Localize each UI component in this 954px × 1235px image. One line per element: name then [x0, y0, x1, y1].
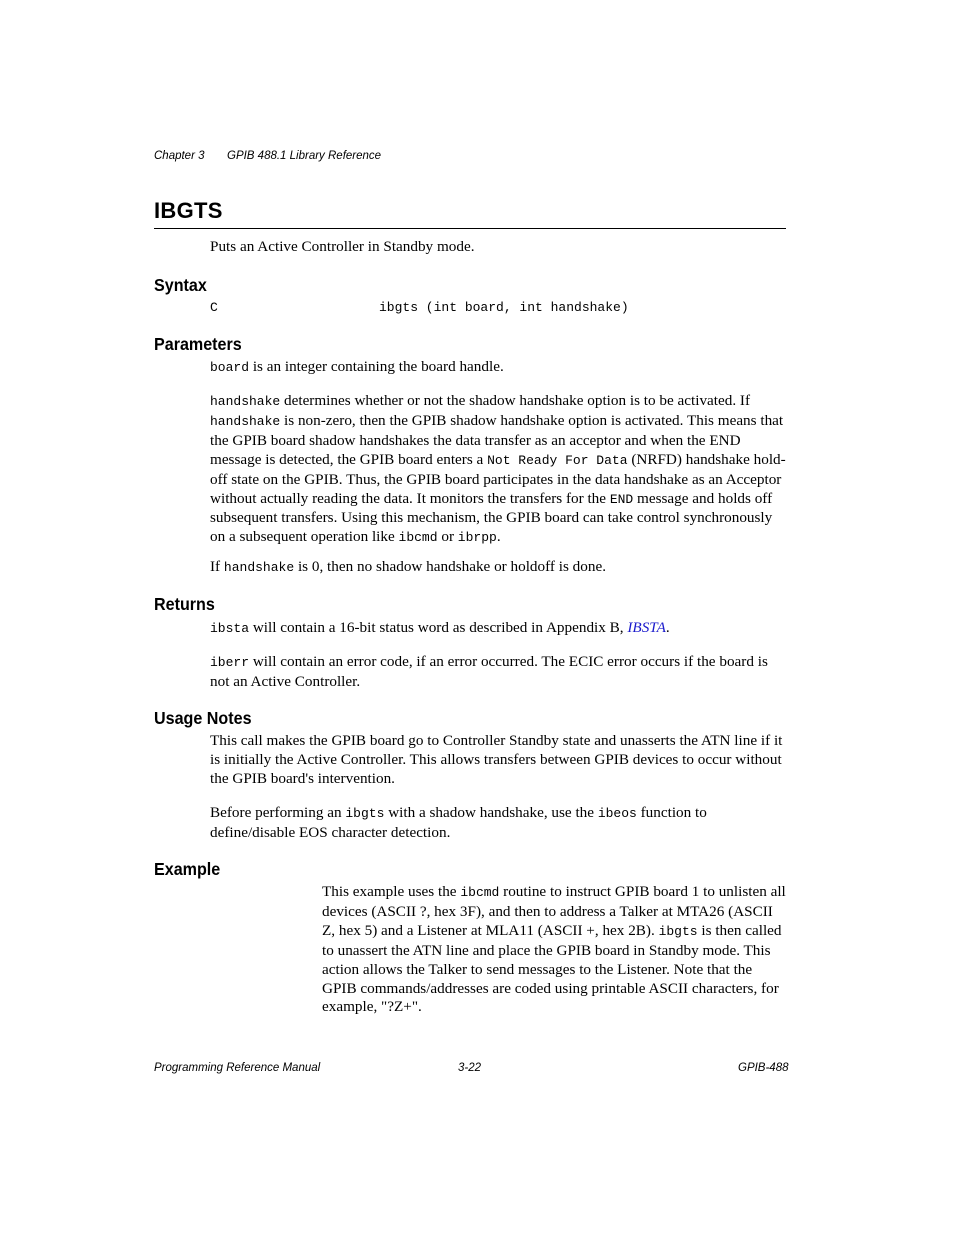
code-nrfd: Not Ready For Data	[487, 452, 628, 468]
syntax-heading: Syntax	[154, 275, 207, 295]
running-header-section: GPIB 488.1 Library Reference	[227, 150, 382, 162]
footer-page-number: 3-22	[458, 1062, 482, 1074]
code-ibcmd: ibcmd	[460, 885, 500, 900]
parameters-heading: Parameters	[154, 334, 242, 354]
code-ibgts: ibgts	[658, 923, 698, 939]
example-paragraph: This example uses the ibcmd routine to instruct GPIB board 1 to unlisten all devices (ASCII ?, hex 3F), and then to address a Talker at MTA26 (ASCII Z, hex 5) and a Listener at MLA11 (ASCII +, hex 2B). ibgts is then called to unassert the ATN line and place the GPIB board in Standby mode. This action allows the Talker to send messages to the Listener. Note that the GPIB commands/addresses are coded using printable ASCII characters, for example, "?Z+".	[322, 883, 786, 1016]
syntax-prototype: ibgts (int board, int handshake)	[379, 300, 629, 315]
example-heading: Example	[154, 859, 221, 879]
returns-ibsta-paragraph: ibsta will contain a 16-bit status word as described in Appendix B, IBSTA.	[210, 619, 670, 636]
code-end: END	[609, 491, 634, 507]
code-iberr: iberr	[210, 655, 250, 670]
code-handshake: handshake	[223, 560, 295, 575]
title-rule	[154, 228, 786, 229]
param-zero-paragraph: If handshake is 0, then no shadow handshake or holdoff is done.	[210, 558, 607, 575]
returns-iberr-paragraph: iberr will contain an error code, if an error occurred. The ECIC error occurs if the board is not an Active Controller.	[210, 653, 768, 690]
running-header-chapter: Chapter 3	[154, 150, 205, 162]
footer-manual-title: Programming Reference Manual	[154, 1062, 321, 1074]
code-ibgts: ibgts	[345, 806, 385, 821]
returns-heading: Returns	[154, 594, 215, 614]
syntax-lang: C	[210, 300, 218, 315]
param-handshake-paragraph: handshake determines whether or not the shadow handshake option is to be activated. If handshake is non-zero, then the GPIB shadow handshake option is activated. This means that the GPIB board shadow handshakes the data transfer as an acceptor and when the END message is detected, the GPIB board enters a Not Ready For Data (NRFD) handshake hold-off state on the GPIB. Thus, the GPIB board participates in the data handshake as an Acceptor without actually reading the data. It monitors the transfers for the END message and holds off subsequent transfers. Using this mechanism, the GPIB board can take control synchronously on a subsequent operation like ibcmd or ibrpp.	[210, 392, 786, 546]
page-title: IBGTS	[154, 198, 223, 223]
code-ibeos: ibeos	[597, 806, 637, 821]
param-board-paragraph: board is an integer containing the board handle.	[210, 358, 504, 375]
code-ibcmd: ibcmd	[398, 530, 438, 546]
usage-paragraph-2: Before performing an ibgts with a shadow handshake, use the ibeos function to define/disable EOS character detection.	[210, 804, 707, 841]
summary: Puts an Active Controller in Standby mode.	[210, 238, 475, 255]
code-board: board	[210, 360, 250, 375]
usage-paragraph-1: This call makes the GPIB board go to Controller Standby state and unasserts the ATN line if it is initially the Active Controller. This allows transfers between GPIB devices to occur without the GPIB board's intervention.	[210, 732, 783, 787]
usage-notes-heading: Usage Notes	[154, 708, 252, 728]
footer-product: GPIB-488	[738, 1062, 789, 1074]
code-ibrpp: ibrpp	[457, 530, 497, 546]
ibsta-link[interactable]: IBSTA	[627, 619, 666, 636]
code-handshake: handshake	[210, 413, 281, 429]
code-handshake: handshake	[210, 394, 281, 409]
code-ibsta: ibsta	[210, 621, 250, 636]
